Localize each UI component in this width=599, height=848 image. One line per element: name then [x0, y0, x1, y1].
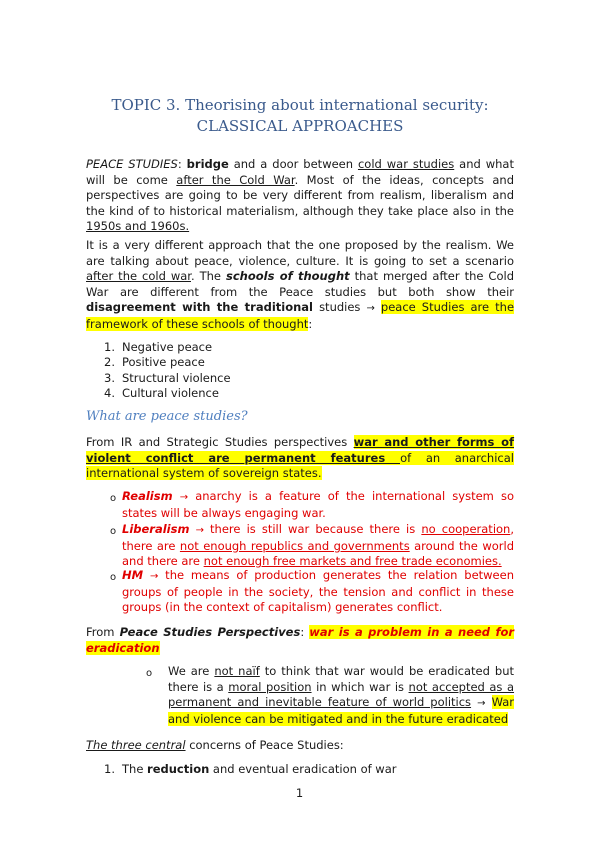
highlight-mitigated: War and violence can be mitigated and in the future eradicated — [168, 695, 515, 726]
paragraph-approach — [86, 238, 514, 333]
text-schools-of-thought: schools of thought — [225, 269, 350, 284]
title-line-1: TOPIC 3. Theorising about international security: — [111, 96, 489, 114]
bullet-hm — [122, 568, 514, 616]
bullet-icon: o — [145, 668, 153, 679]
list-number: 2. — [104, 355, 115, 370]
text: the means of production generates the relation between groups of people in the society, the tension and conflict in these groups (in the context of capitalism) generates conflict. — [122, 568, 514, 615]
highlight-eradication: war is a problem in a need for eradication — [86, 625, 515, 655]
list-number: 1. — [104, 340, 115, 354]
text: anarchy is a feature of the international system so states will be always engaging war. — [122, 489, 515, 520]
section-heading: What are peace studies? — [86, 409, 248, 424]
text: . Most of the ideas, concepts and perspectives are going to be very different from realism, liberalism and the kind of to historical materialism, although they take place also in the — [86, 172, 514, 218]
bullet-liberalism — [122, 522, 514, 570]
text: From IR and Strategic Studies perspectives — [86, 435, 354, 449]
text-reduction: reduction — [147, 762, 210, 776]
text: in which war is — [311, 679, 409, 694]
text: around the world and there are — [122, 538, 514, 569]
list-number: 4. — [104, 386, 115, 401]
paragraph-central-concerns — [86, 738, 514, 754]
page-number: 1 — [295, 786, 304, 800]
arrow-right-icon: → — [149, 571, 159, 582]
text: studies — [313, 300, 367, 315]
list-item — [104, 762, 397, 777]
list-item — [104, 371, 231, 386]
text-realism: Realism — [122, 489, 173, 503]
list-text: Negative peace — [122, 340, 213, 354]
paragraph-peace-studies — [86, 157, 514, 235]
text: to think that war would be eradicated but there is a — [168, 664, 514, 694]
text-after-cold-war: after the Cold War — [176, 172, 295, 187]
paragraph-peace-perspectives — [86, 625, 514, 656]
text: and eventual eradication of war — [209, 762, 397, 776]
text-cold-war-studies: cold war studies — [357, 157, 455, 171]
highlight-permanent-features: war and other forms of violent conflict are permanent features — [86, 435, 514, 465]
text: We are — [168, 664, 215, 678]
text: It is a very different approach that the one proposed by the realism. We are talking about peace, violence, culture. It is going to set a scenario — [86, 238, 514, 268]
text: . The — [190, 269, 226, 284]
highlight-anarchical: of an anarchical international system of sovereign states. — [86, 450, 514, 481]
arrow-right-icon: → — [195, 525, 204, 536]
text: The — [122, 762, 148, 776]
text: : — [177, 157, 187, 171]
text-peace-studies-perspectives: Peace Studies Perspectives — [119, 625, 301, 639]
text: concerns of Peace Studies: — [185, 738, 344, 752]
text-republics: not enough republics and governments — [179, 538, 410, 553]
bullet-icon: o — [109, 493, 117, 504]
text: From — [86, 625, 120, 639]
text: , there are — [122, 522, 514, 553]
text-free-markets: not enough free markets and free trade economies. — [203, 554, 502, 569]
text-moral-position: moral position — [228, 679, 312, 694]
text-not-naif: not naïf — [214, 664, 260, 678]
concerns-list — [104, 762, 397, 777]
text-bridge: bridge — [186, 157, 229, 171]
bullet-icon: o — [109, 526, 117, 537]
bullet-realism — [122, 489, 514, 521]
paragraph-ir-perspectives — [86, 435, 514, 482]
text-three-central: The three central — [86, 738, 186, 752]
text: that merged after the Cold War are different from the Peace studies but both show their — [86, 269, 514, 299]
text-disagreement: disagreement with the traditional — [86, 300, 314, 315]
list-item — [104, 355, 231, 370]
text-hm: HM — [122, 568, 144, 582]
text: there is still war because there is — [203, 522, 422, 536]
bullet-moral-position — [168, 664, 514, 727]
arrow-right-icon: → — [179, 492, 189, 503]
highlight-framework: peace Studies are the framework of these schools of thought — [86, 300, 515, 331]
concepts-list — [104, 340, 231, 402]
list-text: Cultural violence — [122, 386, 219, 401]
text: : — [308, 316, 313, 331]
text-not-accepted: not accepted as a permanent and inevitable feature of world politics — [168, 679, 515, 710]
page-title — [60, 95, 540, 137]
list-number: 1. — [104, 762, 115, 776]
title-line-2: CLASSICAL APPROACHES — [196, 117, 404, 135]
text: and a door between — [228, 157, 358, 171]
text: : — [300, 625, 310, 639]
text-liberalism: Liberalism — [122, 522, 190, 536]
list-number: 3. — [104, 370, 115, 385]
arrow-right-icon: → — [477, 698, 486, 710]
text: and what will be come — [86, 157, 514, 187]
text-peace-studies: PEACE STUDIES — [86, 157, 178, 171]
text-after-cold-war: after the cold war — [86, 269, 191, 284]
list-item — [104, 340, 231, 355]
list-item — [104, 386, 231, 401]
bullet-icon: o — [109, 572, 117, 583]
list-text: Positive peace — [122, 355, 205, 370]
list-text: Structural violence — [122, 370, 231, 385]
arrow-right-icon: → — [366, 303, 375, 315]
text-1950s: 1950s and 1960s. — [86, 219, 190, 234]
text-no-cooperation: no cooperation — [421, 522, 511, 536]
